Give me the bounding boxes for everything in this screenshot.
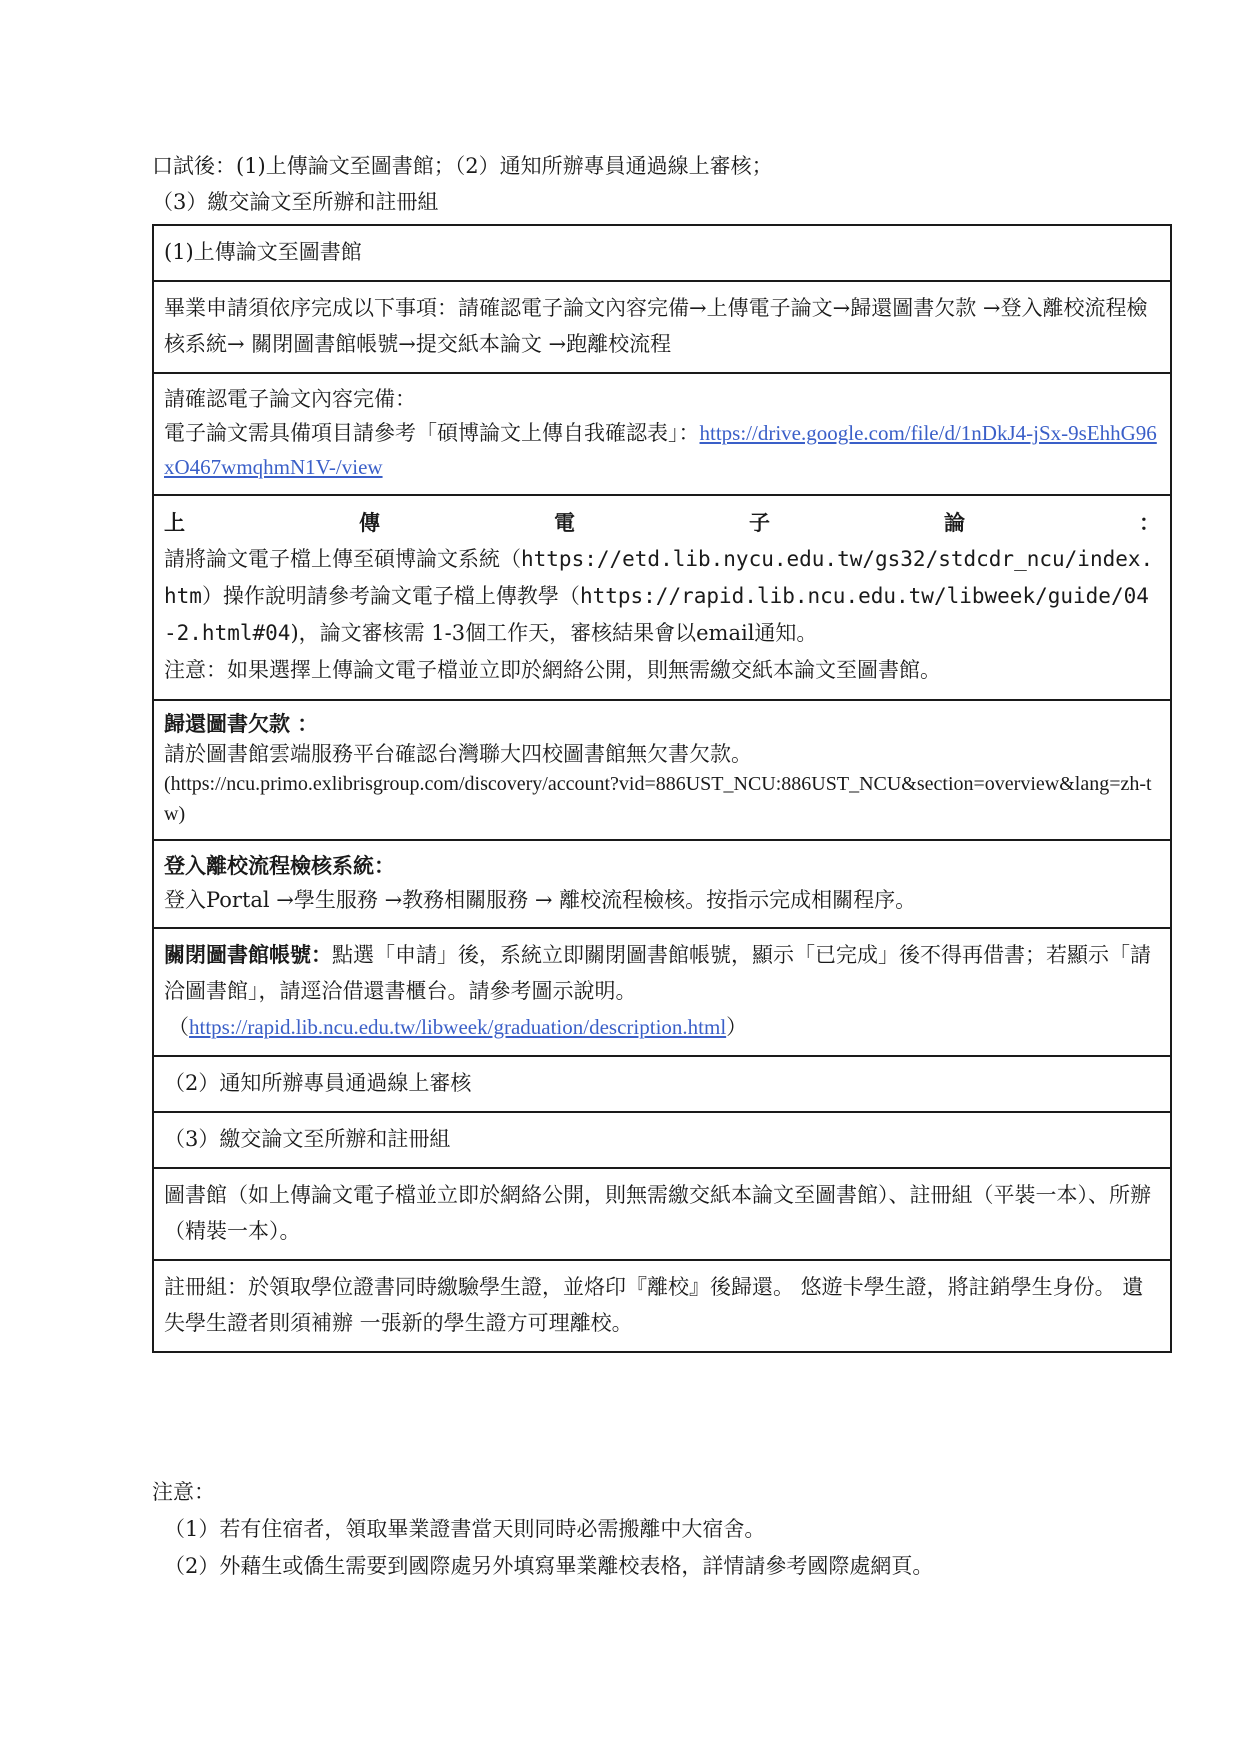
procedure-table bbox=[152, 224, 1172, 1353]
account-url: (https://ncu.primo.exlibrisgroup.com/discovery/account?vid=886UST_NCU:886UST_NCU&section=overview&lang=zh-tw) bbox=[164, 773, 1152, 825]
intro bbox=[152, 148, 1172, 220]
close-account-cell bbox=[153, 928, 1171, 1056]
confirm-heading: 請確認電子論文內容完備： bbox=[164, 387, 416, 411]
paren-close: ） bbox=[726, 1015, 748, 1039]
heading-char: 傳 bbox=[359, 510, 380, 535]
upload-thesis-instructions bbox=[164, 541, 1160, 652]
return-fees-cell bbox=[153, 700, 1171, 840]
description-link-line bbox=[164, 1009, 1160, 1045]
upload-text-1: 請將論文電子檔上傳至碩博論文系統（ bbox=[164, 547, 521, 571]
row-return-fees bbox=[153, 700, 1171, 840]
row-upload-title bbox=[153, 225, 1171, 281]
upload-note: 注意：如果選擇上傳論文電子檔並立即於網絡公開，則無需繳交紙本論文至圖書館。 bbox=[164, 658, 941, 682]
row-upload-thesis bbox=[153, 495, 1171, 700]
note-item: （2）外藉生或僑生需要到國際處另外填寫畢業離校表格，詳情請參考國際處網頁。 bbox=[164, 1554, 934, 1578]
row-steps bbox=[153, 281, 1171, 373]
row-close-account bbox=[153, 928, 1171, 1056]
note-item: （1）若有住宿者，領取畢業證書當天則同時必需搬離中大宿舍。 bbox=[164, 1517, 766, 1541]
row-submit-title bbox=[153, 1112, 1171, 1168]
submit-title-cell: （3）繳交論文至所辦和註冊組 bbox=[153, 1112, 1171, 1168]
row-checkout-system bbox=[153, 840, 1171, 928]
heading-char: 電 bbox=[554, 510, 575, 535]
paren-open: （ bbox=[168, 1015, 189, 1039]
guide-url: https://rapid.lib.ncu.edu.tw/libweek/guide/04-2.html#04 bbox=[164, 584, 1149, 645]
intro-line-2: （3）繳交論文至所辦和註冊組 bbox=[152, 190, 439, 214]
registrar-cell: 註冊組：於領取學位證書同時繳驗學生證，並烙印『離校』後歸還。 悠遊卡學生證，將註銷學生身份。 遺失學生證者則須補辦 一張新的學生證方可理離校。 bbox=[153, 1260, 1171, 1352]
etd-url: https://etd.lib.nycu.edu.tw/gs32/stdcdr_ncu/index.htm bbox=[164, 547, 1154, 608]
upload-thesis-heading bbox=[164, 504, 1160, 541]
checkout-text: 登入Portal →學生服務 →教務相關服務 → 離校流程檢核。按指示完成相關程序。 bbox=[164, 888, 917, 912]
return-fees-text: 請於圖書館雲端服務平台確認台灣聯大四校圖書館無欠書欠款。 bbox=[164, 742, 752, 766]
heading-char: ： bbox=[1139, 510, 1160, 535]
heading-char: 子 bbox=[749, 510, 770, 535]
confirm-content-cell bbox=[153, 373, 1171, 495]
row-registrar bbox=[153, 1260, 1171, 1352]
intro-line-1: 口試後：(1)上傳論文至圖書館；（2）通知所辦專員通過線上審核； bbox=[152, 154, 773, 178]
close-account-text: 點選「申請」後，系統立即關閉圖書館帳號，顯示「已完成」後不得再借書；若顯示「請洽圖書館」，請逕洽借還書櫃台。請參考圖示說明。 bbox=[164, 943, 1151, 1003]
notes-title: 注意： bbox=[152, 1480, 215, 1504]
checklist-link[interactable]: https://drive.google.com/file/d/1nDkJ4-jSx-9sEhhG96xO467wmqhmN1V-/view bbox=[164, 421, 1157, 479]
checkout-system-cell bbox=[153, 840, 1171, 928]
close-account-heading: 關閉圖書館帳號： bbox=[164, 942, 332, 967]
description-link[interactable]: https://rapid.lib.ncu.edu.tw/libweek/graduation/description.html bbox=[189, 1015, 727, 1039]
row-notify-title bbox=[153, 1056, 1171, 1112]
return-fees-heading: 歸還圖書欠款 ： bbox=[164, 711, 319, 736]
steps-text: 畢業申請須依序完成以下事項：請確認電子論文內容完備→上傳電子論文→歸還圖書欠款 →登入離校流程檢核系統→ 關閉圖書館帳號→提交紙本論文 →跑離校流程 bbox=[153, 281, 1171, 373]
confirm-text: 電子論文需具備項目請參考「碩博論文上傳自我確認表」： bbox=[164, 421, 700, 445]
notify-title-cell: （2）通知所辦專員通過線上審核 bbox=[153, 1056, 1171, 1112]
notes bbox=[152, 1474, 1172, 1585]
upload-title-cell: (1)上傳論文至圖書館 bbox=[153, 225, 1171, 281]
upload-text-3: )，論文審核需 1-3個工作天，審核結果會以email通知。 bbox=[290, 621, 818, 645]
upload-text-2: ）操作說明請參考論文電子檔上傳教學（ bbox=[201, 584, 580, 608]
upload-thesis-cell bbox=[153, 495, 1171, 700]
submit-copies-cell: 圖書館（如上傳論文電子檔並立即於網絡公開，則無需繳交紙本論文至圖書館）、註冊組（平裝一本）、所辦（精裝一本）。 bbox=[153, 1168, 1171, 1260]
checkout-heading: 登入離校流程檢核系統： bbox=[164, 853, 395, 878]
row-confirm-content bbox=[153, 373, 1171, 495]
heading-char: 上 bbox=[164, 510, 185, 535]
heading-char: 論 bbox=[944, 510, 965, 535]
row-submit-copies bbox=[153, 1168, 1171, 1260]
